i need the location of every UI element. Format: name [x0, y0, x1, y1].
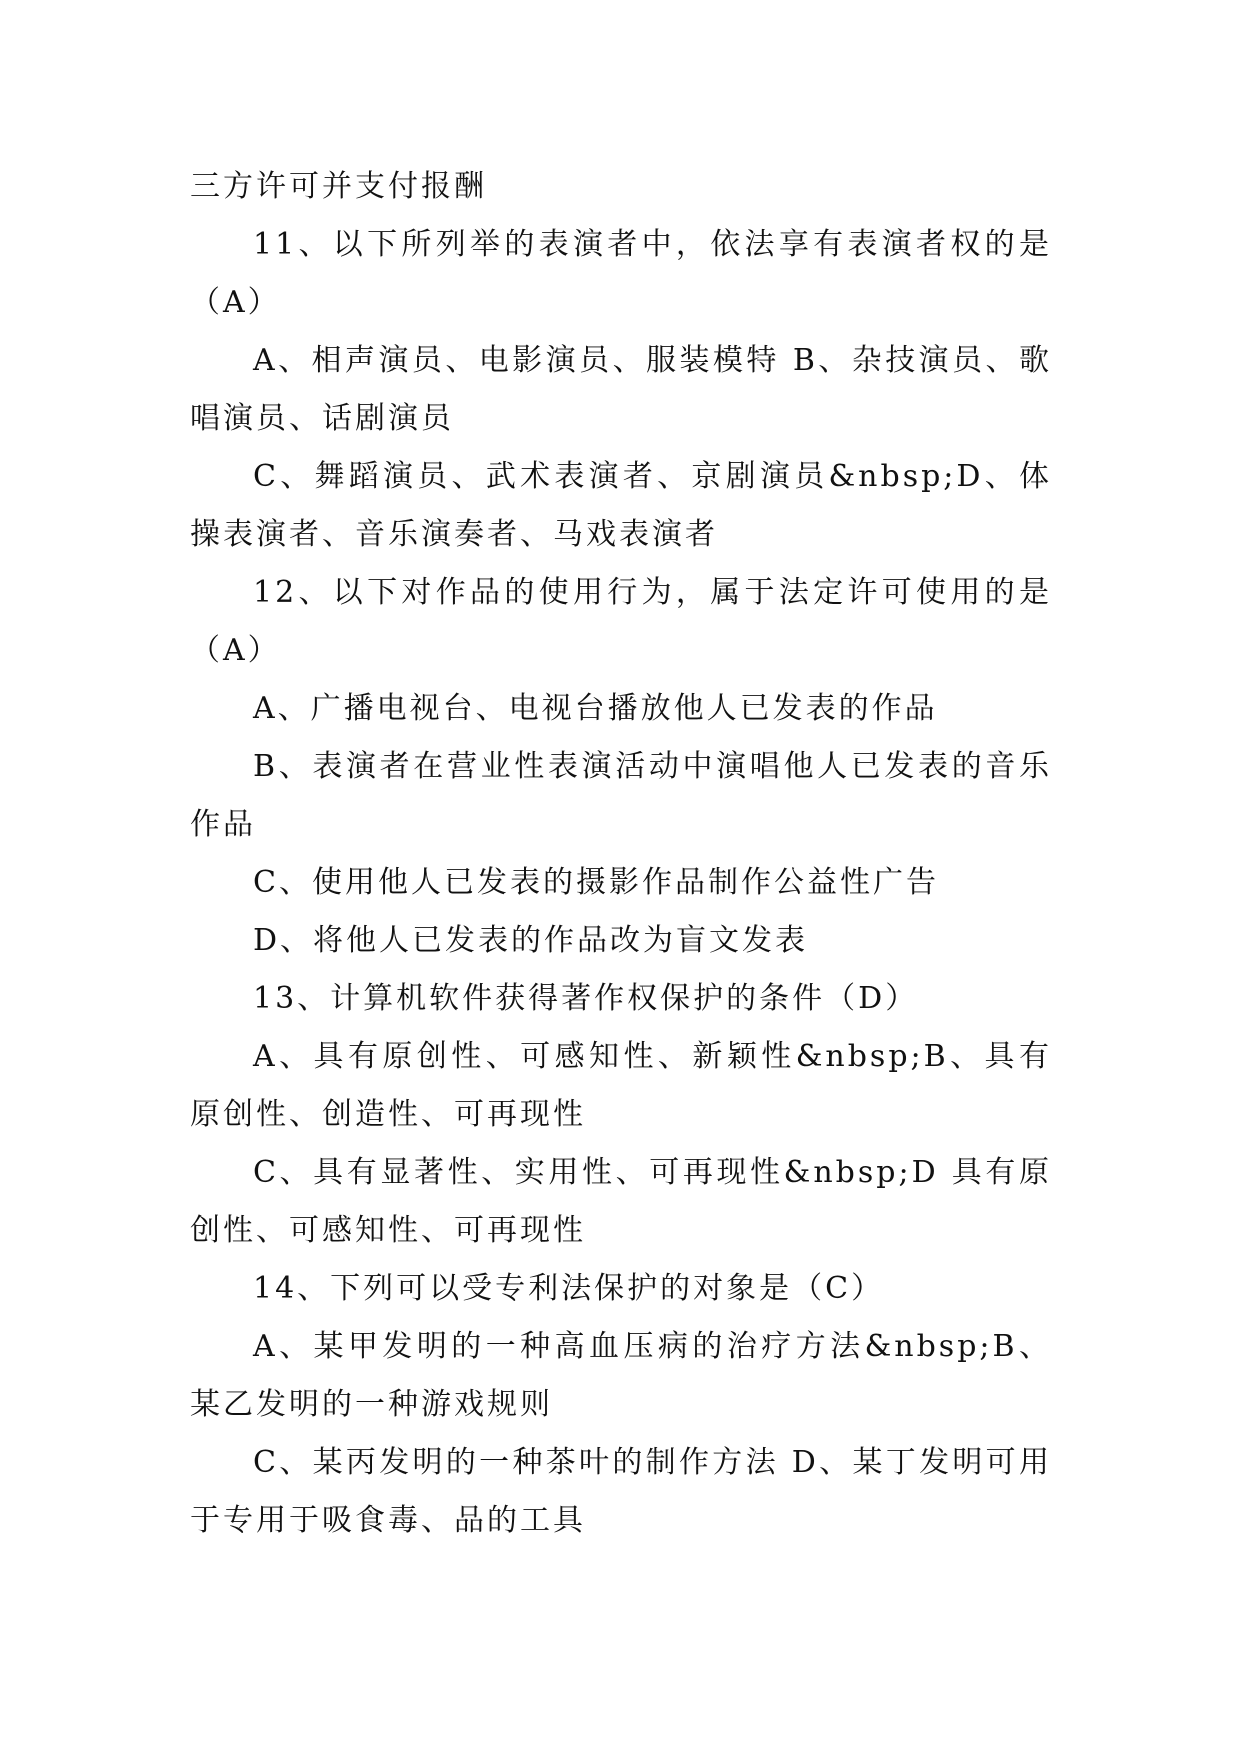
question-14-options-ab: A、某甲发明的一种高血压病的治疗方法&nbsp;B、某乙发明的一种游戏规则 — [190, 1329, 1052, 1422]
question-11-options-ab: A、相声演员、电影演员、服装模特 B、杂技演员、歌唱演员、话剧演员 — [190, 343, 1052, 436]
question-12-option-a: A、广播电视台、电视台播放他人已发表的作品 — [253, 691, 938, 726]
document-body — [190, 158, 1052, 1550]
question-14-options-cd: C、某丙发明的一种茶叶的制作方法 D、某丁发明可用于专用于吸食毒、品的工具 — [190, 1445, 1052, 1538]
question-13: 13、计算机软件获得著作权保护的条件（D） — [253, 981, 919, 1016]
question-12-option-b: B、表演者在营业性表演活动中演唱他人已发表的音乐作品 — [190, 749, 1052, 842]
question-11-options-cd: C、舞蹈演员、武术表演者、京剧演员&nbsp;D、体操表演者、音乐演奏者、马戏表演者 — [190, 459, 1052, 552]
question-12: 12、以下对作品的使用行为，属于法定许可使用的是（A） — [190, 575, 1052, 668]
question-13-options-cd: C、具有显著性、实用性、可再现性&nbsp;D 具有原创性、可感知性、可再现性 — [190, 1155, 1052, 1248]
question-12-option-c: C、使用他人已发表的摄影作品制作公益性广告 — [253, 865, 939, 900]
question-14: 14、下列可以受专利法保护的对象是（C） — [253, 1271, 885, 1306]
question-12-option-d: D、将他人已发表的作品改为盲文发表 — [253, 923, 809, 958]
paragraph-continuation: 三方许可并支付报酬 — [190, 169, 487, 204]
question-13-options-ab: A、具有原创性、可感知性、新颖性&nbsp;B、具有原创性、创造性、可再现性 — [190, 1039, 1052, 1132]
question-11: 11、以下所列举的表演者中，依法享有表演者权的是（A） — [190, 227, 1052, 320]
